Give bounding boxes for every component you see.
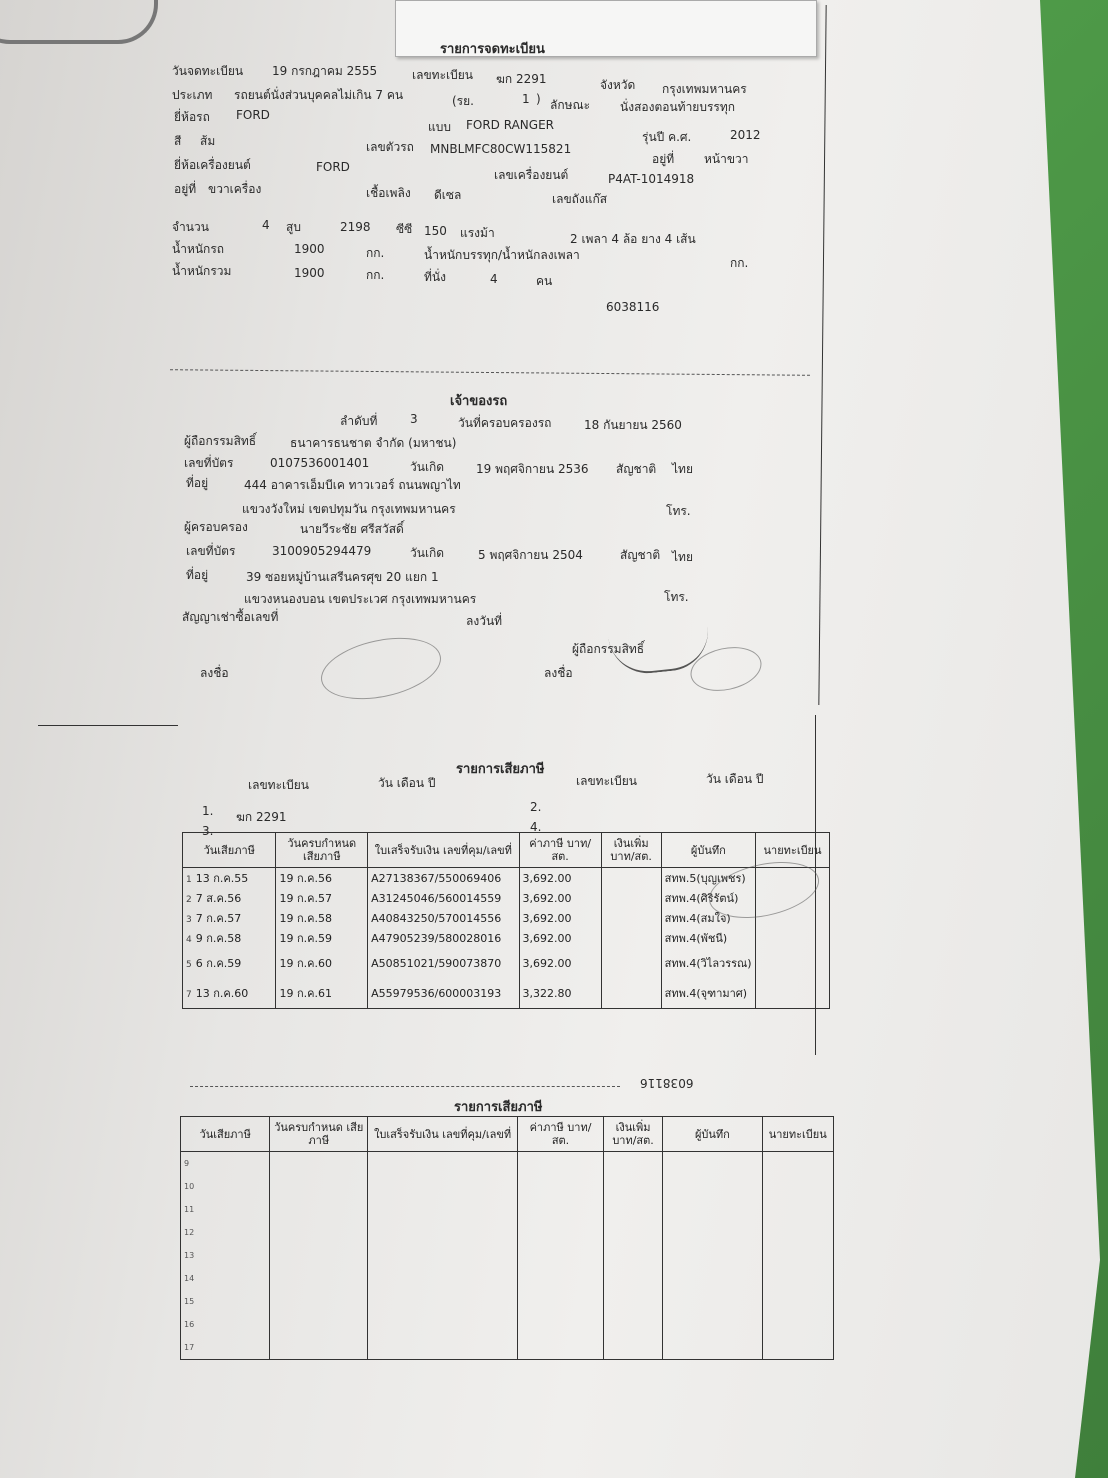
tax2-empty-cell xyxy=(518,1290,604,1313)
tax2-row-number: 17 xyxy=(181,1336,270,1360)
table-row xyxy=(183,978,830,1009)
reg-no-label: เลขทะเบียน xyxy=(412,68,473,82)
table-row xyxy=(181,1267,834,1290)
tax-footer-serial: 6038116 xyxy=(640,1076,694,1090)
color-label: สี xyxy=(174,134,182,148)
row-number: 4 xyxy=(186,935,192,945)
tax2-empty-cell xyxy=(518,1336,604,1360)
holder-nat: ไทย xyxy=(672,462,693,476)
tax2-row-number: 16 xyxy=(181,1313,270,1336)
reg-date-label: วันจดทะเบียน xyxy=(172,64,244,78)
tax2-empty-cell xyxy=(368,1198,518,1221)
tax-cell-recorder: สทพ.4(วิไลวรรณ) xyxy=(661,948,755,978)
tax-cell-extra xyxy=(601,888,661,908)
possessor-nat: ไทย xyxy=(672,550,693,564)
tax-cell-paid xyxy=(183,928,276,948)
table-row xyxy=(181,1336,834,1360)
tax2-empty-cell xyxy=(762,1175,834,1198)
tax2-header-recorder: ผู้บันทึก xyxy=(663,1117,762,1152)
seats-unit: คน xyxy=(536,274,553,288)
tax-cell-amount: 3,692.00 xyxy=(519,948,601,978)
style: นั่งสองตอนท้ายบรรทุก xyxy=(620,100,736,114)
poss-date: 18 กันยายน 2560 xyxy=(584,418,682,432)
engine-loc-label: อยู่ที่ xyxy=(174,182,197,196)
rs-close: ) xyxy=(536,92,541,106)
tax2-empty-cell xyxy=(663,1221,762,1244)
tax2-empty-cell xyxy=(518,1175,604,1198)
tax2-empty-cell xyxy=(603,1267,662,1290)
tax2-empty-cell xyxy=(603,1152,662,1176)
table-row xyxy=(181,1244,834,1267)
province: กรุงเทพมหานคร xyxy=(662,82,747,96)
tax2-header-amount: ค่าภาษี บาท/สต. xyxy=(518,1117,604,1152)
chassis: MNBLMFC80CW115821 xyxy=(430,142,572,156)
contract-date-label: ลงวันที่ xyxy=(466,614,503,628)
table-row xyxy=(183,948,830,978)
tax-paid-date: 7 ก.ค.57 xyxy=(195,912,242,925)
table-row xyxy=(181,1198,834,1221)
tax2-empty-cell xyxy=(270,1152,368,1176)
sign-label-left: ลงชื่อ xyxy=(200,666,229,680)
holder-tel-label: โทร. xyxy=(666,504,691,518)
tax-header-extra: เงินเพิ่ม บาท/สต. xyxy=(601,833,661,868)
holder-addr2: แขวงวังใหม่ เขตปทุมวัน กรุงเทพมหานคร xyxy=(242,502,456,516)
tax2-empty-cell xyxy=(270,1198,368,1221)
tax-cell-recorder: สทพ.4(สมใจ) xyxy=(661,908,755,928)
sign-label-right: ลงชื่อ xyxy=(544,666,573,680)
tax-cell-receipt: A27138367/550069406 xyxy=(368,868,519,889)
holder-dob: 19 พฤศจิกายน 2536 xyxy=(476,462,589,476)
tax2-empty-cell xyxy=(368,1221,518,1244)
tax2-empty-cell xyxy=(368,1244,518,1267)
engine-loc: ขวาเครื่อง xyxy=(208,182,262,196)
tax2-header-registrar: นายทะเบียน xyxy=(762,1117,834,1152)
style-label: ลักษณะ xyxy=(550,98,591,112)
tax-paid-date: 13 ก.ค.60 xyxy=(195,987,249,1000)
tax2-empty-cell xyxy=(270,1221,368,1244)
tax2-empty-cell xyxy=(270,1336,368,1360)
tax-cell-paid xyxy=(183,948,276,978)
tax2-row-number: 13 xyxy=(181,1244,270,1267)
tax-header-receipt: ใบเสร็จรับเงิน เลขที่คุม/เลขที่ xyxy=(368,833,519,868)
tax2-header-extra: เงินเพิ่ม บาท/สต. xyxy=(603,1117,662,1152)
weight-label: น้ำหนักรถ xyxy=(172,242,225,256)
tax2-empty-cell xyxy=(518,1221,604,1244)
tax2-empty-cell xyxy=(762,1152,834,1176)
load-unit: กก. xyxy=(730,256,749,270)
holder-nat-label: สัญชาติ xyxy=(616,462,657,476)
tax-table xyxy=(182,832,830,1009)
possessor: นายวีระชัย ศรีสวัสดิ์ xyxy=(300,522,404,536)
row-number: 5 xyxy=(186,960,192,970)
tax-table-header-row xyxy=(183,833,830,868)
tax-cell-amount: 3,322.80 xyxy=(519,978,601,1009)
seq: 3 xyxy=(410,412,418,426)
tax-divider xyxy=(190,1086,620,1087)
holder-id: 0107536001401 xyxy=(270,456,370,470)
tax2-empty-cell xyxy=(762,1221,834,1244)
owner-sign-label: ผู้ถือกรรมสิทธิ์ xyxy=(572,642,645,656)
reg-date: 19 กรกฎาคม 2555 xyxy=(272,64,378,78)
possessor-label: ผู้ครอบครอง xyxy=(184,520,248,534)
tax-col-reg: เลขทะเบียน xyxy=(248,778,309,792)
possessor-id: 3100905294479 xyxy=(272,544,372,558)
rs-value: 1 xyxy=(522,92,530,106)
table-row xyxy=(181,1175,834,1198)
tax2-empty-cell xyxy=(270,1290,368,1313)
gross-unit: กก. xyxy=(366,268,385,282)
table-row xyxy=(181,1221,834,1244)
holder-addr-label: ที่อยู่ xyxy=(186,476,209,490)
tax2-empty-cell xyxy=(762,1336,834,1360)
holder-id-label: เลขที่บัตร xyxy=(184,456,234,470)
reg-no: ฆก 2291 xyxy=(496,72,547,86)
tax2-empty-cell xyxy=(603,1244,662,1267)
brand: FORD xyxy=(236,108,270,122)
row-number: 7 xyxy=(186,990,192,1000)
seq-label: ลำดับที่ xyxy=(340,414,378,428)
possessor-nat-label: สัญชาติ xyxy=(620,548,661,562)
tax2-empty-cell xyxy=(603,1290,662,1313)
tax-paid-date: 7 ส.ค.56 xyxy=(195,892,242,905)
poss-date-label: วันที่ครอบครองรถ xyxy=(458,416,552,430)
tax-paid-date: 6 ก.ค.59 xyxy=(195,957,242,970)
tax2-empty-cell xyxy=(518,1313,604,1336)
table-row xyxy=(181,1152,834,1176)
gross: 1900 xyxy=(294,266,325,280)
tax2-table-header-row xyxy=(181,1117,834,1152)
tax-cell-extra xyxy=(601,928,661,948)
weight: 1900 xyxy=(294,242,325,256)
tax-cell-recorder: สทพ.4(จุฑามาศ) xyxy=(661,978,755,1009)
tax-cell-receipt: A47905239/580028016 xyxy=(368,928,519,948)
tax2-empty-cell xyxy=(270,1175,368,1198)
tax-cell-receipt: A50851021/590073870 xyxy=(368,948,519,978)
serial-number: 6038116 xyxy=(606,300,660,314)
hp: 150 xyxy=(424,224,447,238)
tax2-empty-cell xyxy=(368,1175,518,1198)
type-label: ประเภท xyxy=(172,88,213,102)
tax2-empty-cell xyxy=(762,1313,834,1336)
tax-cell-due: 19 ก.ค.59 xyxy=(276,928,368,948)
tax2-row-number: 14 xyxy=(181,1267,270,1290)
tax-cell-due: 19 ก.ค.60 xyxy=(276,948,368,978)
tax-cell-paid xyxy=(183,868,276,889)
color: ส้ม xyxy=(200,134,216,148)
seats-label: ที่นั่ง xyxy=(424,270,446,284)
tax-cell-due: 19 ก.ค.57 xyxy=(276,888,368,908)
tax-cell-amount: 3,692.00 xyxy=(519,868,601,889)
tax2-empty-cell xyxy=(762,1244,834,1267)
cc-unit: ซีซี xyxy=(396,222,413,236)
tax2-empty-cell xyxy=(663,1198,762,1221)
tax-cell-amount: 3,692.00 xyxy=(519,888,601,908)
tax-header: รายการเสียภาษี xyxy=(456,762,545,777)
tax2-empty-cell xyxy=(518,1244,604,1267)
tax-cell-amount: 3,692.00 xyxy=(519,928,601,948)
tax2-empty-cell xyxy=(368,1267,518,1290)
possessor-dob-label: วันเกิด xyxy=(410,546,445,560)
tax2-empty-cell xyxy=(518,1198,604,1221)
tax-paid-date: 13 ก.ค.55 xyxy=(195,872,249,885)
tax2-header-due: วันครบกำหนด เสียภาษี xyxy=(270,1117,368,1152)
tax-reg3-num: 3. xyxy=(202,824,214,838)
left-margin-line xyxy=(38,725,178,726)
tax2-empty-cell xyxy=(270,1313,368,1336)
model-label: แบบ xyxy=(428,120,451,134)
tax-cell-registrar xyxy=(756,948,830,978)
tax2-row-number: 15 xyxy=(181,1290,270,1313)
model: FORD RANGER xyxy=(466,118,554,132)
tax2-empty-cell xyxy=(663,1152,762,1176)
tax2-empty-cell xyxy=(663,1267,762,1290)
holder-addr1: 444 อาคารเอ็มบีเค ทาวเวอร์ ถนนพญาไท xyxy=(244,478,461,492)
tax-paid-date: 9 ก.ค.58 xyxy=(195,932,242,945)
tax2-empty-cell xyxy=(663,1336,762,1360)
tax-header-due: วันครบกำหนด เสียภาษี xyxy=(276,833,368,868)
tax-cell-due: 19 ก.ค.61 xyxy=(276,978,368,1009)
tax2-empty-cell xyxy=(762,1290,834,1313)
registration-header: รายการจดทะเบียน xyxy=(440,42,545,57)
tax-cell-due: 19 ก.ค.56 xyxy=(276,868,368,889)
possessor-dob: 5 พฤศจิกายน 2504 xyxy=(478,548,583,562)
cc: 2198 xyxy=(340,220,371,234)
tax-col-date2: วัน เดือน ปี xyxy=(706,772,764,786)
tax2-row-number: 9 xyxy=(181,1152,270,1176)
tax-header-amount: ค่าภาษี บาท/สต. xyxy=(519,833,601,868)
tax-cell-extra xyxy=(601,978,661,1009)
row-number: 2 xyxy=(186,895,192,905)
tax2-empty-cell xyxy=(368,1152,518,1176)
gas-label: เลขถังแก๊ส xyxy=(552,192,608,206)
tax2-row-number: 11 xyxy=(181,1198,270,1221)
tax-col-reg2: เลขทะเบียน xyxy=(576,774,637,788)
tax-cell-receipt: A55979536/600003193 xyxy=(368,978,519,1009)
tax-cell-paid xyxy=(183,978,276,1009)
possessor-addr1: 39 ซอยหมู่บ้านเสรีนครศุข 20 แยก 1 xyxy=(246,570,439,584)
table-row xyxy=(183,928,830,948)
row-number: 3 xyxy=(186,915,192,925)
tax-cell-paid xyxy=(183,908,276,928)
tax-cell-registrar xyxy=(756,978,830,1009)
tax2-empty-cell xyxy=(603,1175,662,1198)
tax2-empty-cell xyxy=(368,1313,518,1336)
tax-cell-due: 19 ก.ค.58 xyxy=(276,908,368,928)
tax-cell-receipt: A31245046/560014559 xyxy=(368,888,519,908)
tax2-row-number: 10 xyxy=(181,1175,270,1198)
possessor-id-label: เลขที่บัตร xyxy=(186,544,236,558)
chassis-loc: หน้าขวา xyxy=(704,152,749,166)
tax2-empty-cell xyxy=(368,1290,518,1313)
engine-no-label: เลขเครื่องยนต์ xyxy=(494,168,569,182)
paperclip-icon xyxy=(0,0,158,44)
hp-unit: แรงม้า xyxy=(460,226,495,240)
engine-brand-label: ยี่ห้อเครื่องยนต์ xyxy=(174,158,251,172)
tax-cell-extra xyxy=(601,908,661,928)
owner-header: เจ้าของรถ xyxy=(450,394,508,409)
weight-unit: กก. xyxy=(366,246,385,260)
engine-no: P4AT-1014918 xyxy=(608,172,695,186)
tax-header-recorder: ผู้บันทึก xyxy=(661,833,755,868)
tax2-empty-cell xyxy=(762,1267,834,1290)
axles: 2 เพลา 4 ล้อ ยาง 4 เส้น xyxy=(570,232,696,246)
contract-label: สัญญาเช่าซื้อเลขที่ xyxy=(182,610,279,624)
possessor-addr-label: ที่อยู่ xyxy=(186,568,209,582)
tax-cell-extra xyxy=(601,868,661,889)
tax-header-registrar: นายทะเบียน xyxy=(756,833,830,868)
tax2-empty-cell xyxy=(603,1336,662,1360)
province-label: จังหวัด xyxy=(600,78,636,92)
tax-reg1: ฆก 2291 xyxy=(236,810,287,824)
tax2-empty-cell xyxy=(270,1244,368,1267)
tax2-empty-cell xyxy=(603,1221,662,1244)
year-label: รุ่นปี ค.ศ. xyxy=(642,130,692,144)
gross-label: น้ำหนักรวม xyxy=(172,264,232,278)
chassis-loc-label: อยู่ที่ xyxy=(652,152,675,166)
tax-header-paid: วันเสียภาษี xyxy=(183,833,276,868)
holder-label: ผู้ถือกรรมสิทธิ์ xyxy=(184,434,257,448)
tax2-empty-cell xyxy=(518,1267,604,1290)
tax2-header-paid: วันเสียภาษี xyxy=(181,1117,270,1152)
tax2-empty-cell xyxy=(270,1267,368,1290)
tax-cell-paid xyxy=(183,888,276,908)
cyl-label: จำนวน xyxy=(172,220,209,234)
cyl-unit: สูบ xyxy=(286,220,301,234)
tax-cell-amount: 3,692.00 xyxy=(519,908,601,928)
load-label: น้ำหนักบรรทุก/น้ำหนักลงเพลา xyxy=(424,248,580,262)
cyl: 4 xyxy=(262,218,270,232)
tax-cell-registrar xyxy=(756,928,830,948)
tax2-header-receipt: ใบเสร็จรับเงิน เลขที่คุม/เลขที่ xyxy=(368,1117,518,1152)
holder-dob-label: วันเกิด xyxy=(410,460,445,474)
tax2-empty-cell xyxy=(663,1290,762,1313)
tax2-empty-cell xyxy=(603,1198,662,1221)
tax2-empty-cell xyxy=(663,1175,762,1198)
tax2-empty-cell xyxy=(518,1152,604,1176)
possessor-tel-label: โทร. xyxy=(664,590,689,604)
tax2-empty-cell xyxy=(663,1244,762,1267)
year: 2012 xyxy=(730,128,761,142)
possessor-addr2: แขวงหนองบอน เขตประเวศ กรุงเทพมหานคร xyxy=(244,592,477,606)
tax-reg4-num: 4. xyxy=(530,820,542,834)
tax-cell-recorder: สทพ.5(บุญเพชร) xyxy=(661,868,755,889)
tax2-empty-cell xyxy=(762,1198,834,1221)
tax2-empty-cell xyxy=(663,1313,762,1336)
chassis-label: เลขตัวรถ xyxy=(366,140,414,154)
tax2-header: รายการเสียภาษี xyxy=(454,1100,543,1115)
table-row xyxy=(181,1290,834,1313)
seats: 4 xyxy=(490,272,498,286)
tax2-table xyxy=(180,1116,834,1360)
rs-label: (รย. xyxy=(452,94,474,108)
tax2-empty-cell xyxy=(368,1336,518,1360)
tax2-empty-cell xyxy=(603,1313,662,1336)
fuel-label: เชื้อเพลิง xyxy=(366,186,411,200)
type: รถยนต์นั่งส่วนบุคคลไม่เกิน 7 คน xyxy=(234,88,404,102)
tax-cell-recorder: สทพ.4(ศิริรัตน์) xyxy=(661,888,755,908)
tax-cell-receipt: A40843250/570014556 xyxy=(368,908,519,928)
holder: ธนาคารธนชาต จำกัด (มหาชน) xyxy=(290,436,457,450)
tax-cell-extra xyxy=(601,948,661,978)
table-row xyxy=(181,1313,834,1336)
fuel: ดีเซล xyxy=(434,188,462,202)
engine-brand: FORD xyxy=(316,160,350,174)
tax-cell-recorder: สทพ.4(พัชนี) xyxy=(661,928,755,948)
row-number: 1 xyxy=(186,875,192,885)
brand-label: ยี่ห้อรถ xyxy=(174,110,210,124)
tax-col-date: วัน เดือน ปี xyxy=(378,776,436,790)
tax-reg2-num: 2. xyxy=(530,800,542,814)
tax-reg1-num: 1. xyxy=(202,804,214,818)
tax2-row-number: 12 xyxy=(181,1221,270,1244)
